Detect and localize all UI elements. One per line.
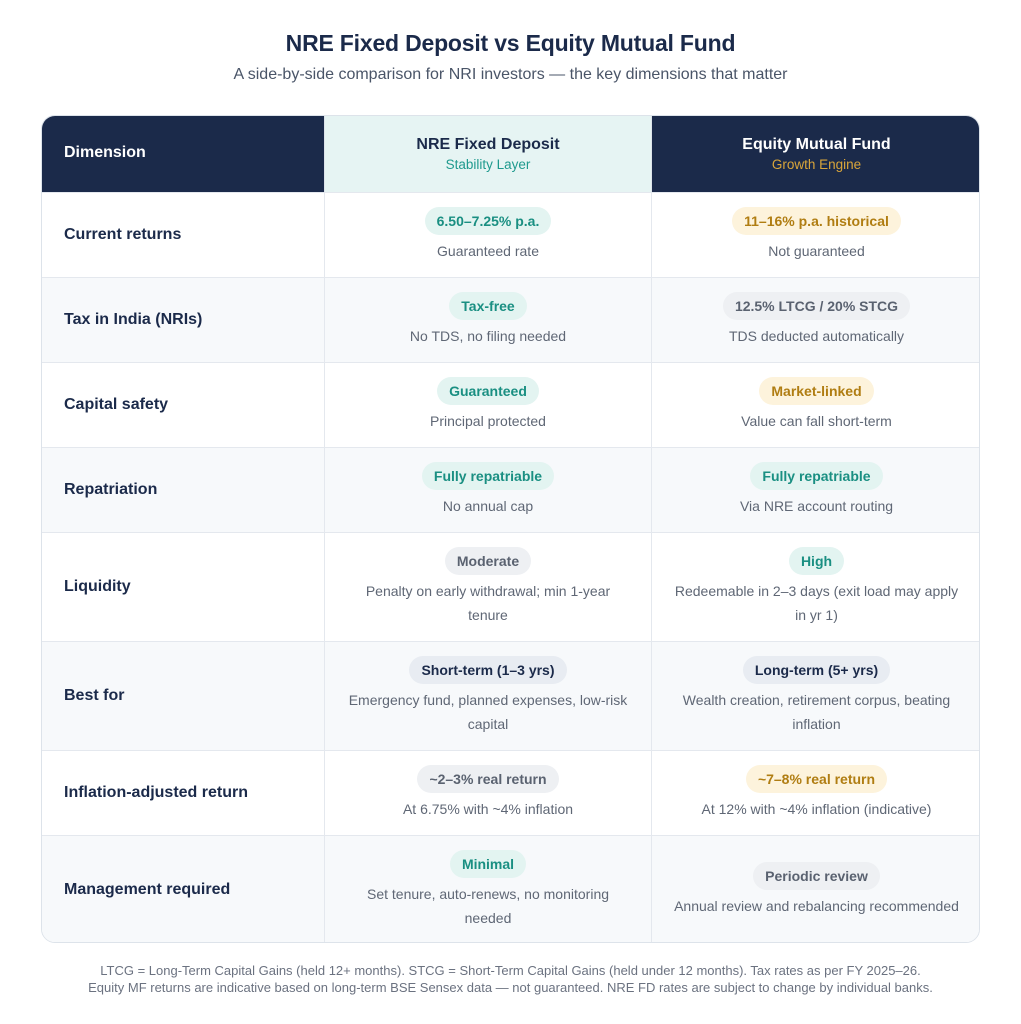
- table-row: [42, 192, 980, 277]
- row-dimension: Repatriation: [64, 481, 158, 498]
- fd-cell: [324, 278, 652, 362]
- mf-note: Wealth creation, retirement corpus, beating inflation: [682, 692, 951, 732]
- fd-cell: [324, 642, 652, 750]
- table-row: [42, 641, 980, 750]
- footnote-line: LTCG = Long-Term Capital Gains (held 12+ months). STCG = Short-Term Capital Gains (held under 12 months). Tax rates as per FY 2025–26.: [100, 963, 921, 978]
- header-mf-tag: Growth Engine: [771, 157, 862, 172]
- mf-value-badge: High: [789, 547, 844, 575]
- header-dimension: [42, 116, 324, 192]
- header-fd-tag: Stability Layer: [445, 157, 531, 172]
- page-title: NRE Fixed Deposit vs Equity Mutual Fund: [285, 30, 736, 56]
- header-dimension-label: Dimension: [64, 144, 146, 161]
- table-row: [42, 277, 980, 362]
- fd-note: No TDS, no filing needed: [409, 328, 567, 344]
- mf-value-badge: Periodic review: [753, 862, 880, 890]
- fd-note: Guaranteed rate: [437, 243, 539, 259]
- mf-cell: [652, 448, 980, 532]
- footnote-line: Equity MF returns are indicative based on long-term BSE Sensex data — not guaranteed. NRE FD rates are subject to change by individual banks.: [88, 980, 933, 995]
- row-dimension: Tax in India (NRIs): [64, 311, 203, 328]
- fd-note: No annual cap: [442, 498, 534, 514]
- comparison-table: [41, 115, 980, 943]
- mf-cell: [652, 363, 980, 447]
- mf-cell: [652, 642, 980, 750]
- fd-value-badge: Short-term (1–3 yrs): [409, 656, 566, 684]
- row-dimension: Liquidity: [64, 578, 131, 595]
- fd-cell: [324, 363, 652, 447]
- mf-note: Redeemable in 2–3 days (exit load may apply in yr 1): [674, 583, 959, 623]
- mf-note: Via NRE account routing: [739, 498, 894, 514]
- mf-cell: [652, 533, 980, 641]
- footnote: [0, 962, 1021, 996]
- mf-note: Not guaranteed: [768, 243, 865, 259]
- fd-value-badge: 6.50–7.25% p.a.: [425, 207, 552, 235]
- fd-value-badge: Guaranteed: [437, 377, 539, 405]
- header-mf-name: Equity Mutual Fund: [742, 136, 891, 153]
- fd-value-badge: Fully repatriable: [422, 462, 554, 490]
- mf-cell: [652, 751, 980, 835]
- page-subtitle: A side-by-side comparison for NRI investors — the key dimensions that matter: [233, 66, 788, 83]
- mf-note: TDS deducted automatically: [728, 328, 905, 344]
- mf-value-badge: Fully repatriable: [750, 462, 882, 490]
- mf-note: At 12% with ~4% inflation (indicative): [701, 801, 932, 817]
- fd-cell: [324, 193, 652, 277]
- fd-note: Penalty on early withdrawal; min 1-year tenure: [365, 583, 611, 623]
- mf-value-badge: 12.5% LTCG / 20% STCG: [723, 292, 910, 320]
- table-row: [42, 447, 980, 532]
- table-row: [42, 532, 980, 641]
- mf-cell: [652, 278, 980, 362]
- mf-value-badge: 11–16% p.a. historical: [732, 207, 901, 235]
- row-dimension: Capital safety: [64, 396, 169, 413]
- table-row: [42, 835, 980, 943]
- mf-note: Annual review and rebalancing recommended: [674, 898, 959, 914]
- mf-cell: [652, 193, 980, 277]
- fd-value-badge: ~2–3% real return: [417, 765, 558, 793]
- fd-cell: [324, 751, 652, 835]
- table-row: [42, 750, 980, 835]
- row-dimension: Current returns: [64, 226, 182, 243]
- fd-value-badge: Tax-free: [449, 292, 526, 320]
- mf-value-badge: Long-term (5+ yrs): [743, 656, 890, 684]
- fd-note: Set tenure, auto-renews, no monitoring needed: [366, 886, 610, 926]
- header-fd-name: NRE Fixed Deposit: [416, 136, 560, 153]
- header-fd: [324, 116, 652, 192]
- fd-value-badge: Moderate: [445, 547, 531, 575]
- row-dimension: Management required: [64, 881, 231, 898]
- table-row: [42, 362, 980, 447]
- fd-cell: [324, 533, 652, 641]
- fd-cell: [324, 836, 652, 943]
- mf-value-badge: Market-linked: [759, 377, 873, 405]
- fd-note: Emergency fund, planned expenses, low-risk capital: [348, 692, 628, 732]
- fd-note: At 6.75% with ~4% inflation: [402, 801, 574, 817]
- row-dimension: Inflation-adjusted return: [64, 784, 248, 801]
- mf-value-badge: ~7–8% real return: [746, 765, 887, 793]
- mf-note: Value can fall short-term: [741, 413, 892, 429]
- fd-note: Principal protected: [430, 413, 546, 429]
- header-mf: [652, 116, 980, 192]
- mf-cell: [652, 836, 980, 943]
- row-dimension: Best for: [64, 687, 125, 704]
- fd-value-badge: Minimal: [450, 850, 526, 878]
- fd-cell: [324, 448, 652, 532]
